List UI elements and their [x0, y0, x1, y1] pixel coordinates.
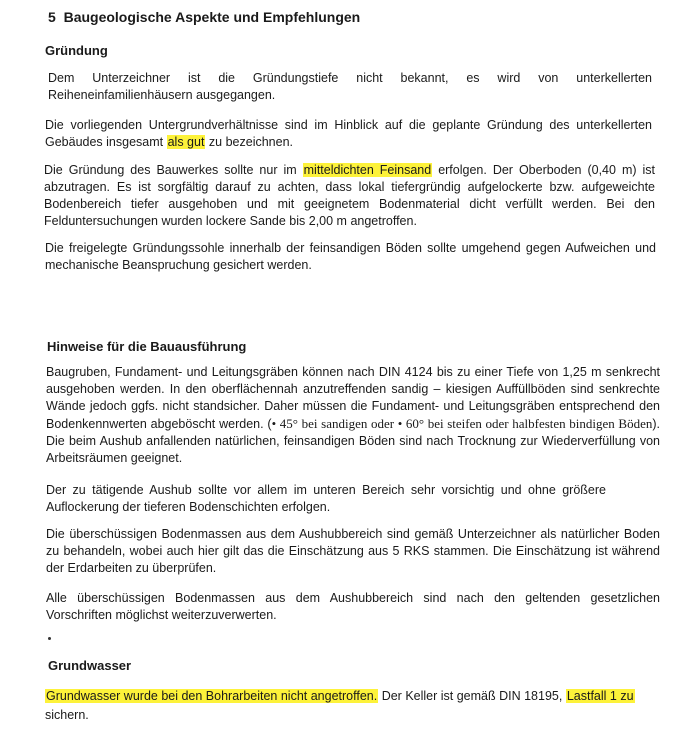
highlight-grundwasser: Grundwasser wurde bei den Bohrarbeiten nicht angetroffen.: [46, 689, 378, 703]
slope-angles: • 45° bei sandigen oder • 60° bei steifen oder halbfesten bindigen Böden: [271, 416, 653, 431]
paragraph-gruendung-4: Die freigelegte Gründungssohle innerhalb der feinsandigen Böden sollte umgehend gegen Aufweichen und mechanische Beanspruchung gesichert werden.: [45, 241, 656, 272]
paragraph-gruendung-1: Dem Unterzeichner ist die Gründungstiefe nicht bekannt, es wird von unterkellerten Reiheneinfamilienhäusern ausgegangen.: [48, 71, 652, 102]
paragraph-gruendung-3: [44, 162, 655, 230]
heading-gruendung: Gründung: [45, 43, 108, 58]
heading-hinweise: Hinweise für die Bauausführung: [47, 339, 247, 354]
text-run: Die Gründung des Bauwerkes sollte nur im: [44, 163, 303, 177]
paragraph-hinweise-4: Alle überschüssigen Bodenmassen aus dem Aushubbereich sind nach den geltenden gesetzlichen Vorschriften möglichst weiterzuverwerten.: [46, 591, 660, 622]
heading-grundwasser: Grundwasser: [48, 658, 132, 673]
paragraph-gruendung-2: [45, 117, 652, 151]
stray-dot: [48, 637, 51, 640]
paragraph-grundwasser: [45, 687, 665, 725]
section-heading: [48, 9, 360, 25]
highlight-als-gut: als gut: [167, 135, 205, 149]
text-run: Baugruben, Fundament- und Leitungsgräben können nach DIN 4124 bis zu einer Tiefe von 1,25 m senkrecht ausgehoben werden. In den oberflächennah anzutreffenden sandig – kiesigen Auffüllböden sind senkrechte Wände jedoch ggfs. nicht standsicher. Daher müssen die Fundament- und Leitungsgräben entsprechend den Bodenkennwerten abgeböscht werden. (: [46, 365, 660, 431]
paragraph-hinweise-2: Der zu tätigende Aushub sollte vor allem im unteren Bereich sehr vorsichtig und ohne größere Auflockerung der tieferen Bodenschichten erfolgen.: [46, 483, 606, 514]
section-title: Baugeologische Aspekte und Empfehlungen: [63, 9, 361, 25]
paragraph-hinweise-3: Die überschüssigen Bodenmassen aus dem Aushubbereich sind gemäß Unterzeichner als natürlicher Boden zu behandeln, wobei auch hier gilt das die Einschätzung aus 5 RKS stammen. Die Einschätzung ist während der Erdarbeiten zu überprüfen.: [46, 527, 660, 575]
highlight-feinsand: mitteldichten Feinsand: [303, 163, 432, 177]
text-run: Die vorliegenden Untergrundverhältnisse sind im Hinblick auf die geplante Gründung des unterkellerten Gebäudes insgesamt: [45, 118, 652, 149]
text-run: Der Keller ist gemäß DIN 18195,: [378, 689, 566, 703]
text-run: erfolgen. Der Oberboden (0,40 m) ist abzutragen. Es ist sorgfältig darauf zu achten, dass lokal tiefergründig aufgelockerte bzw. aufgeweichte Bodenbereich tiefer ausgehoben und mit geeignetem Bodenmaterial dicht verfüllt werden. Bei den Felduntersuchungen wurden lockere Sande bis 2,00 m angetroffen.: [44, 163, 655, 228]
section-number: 5: [48, 9, 56, 25]
highlight-lastfall: Lastfall 1 zu: [566, 689, 634, 703]
text-run: ). Die beim Aushub anfallenden natürlichen, feinsandigen Böden sind nach Trocknung zur Wiederverfüllung von Arbeitsräumen geeignet.: [46, 417, 660, 465]
text-run: zu bezeichnen.: [205, 135, 294, 149]
text-run: sichern.: [45, 708, 89, 722]
paragraph-hinweise-1: [46, 364, 660, 467]
